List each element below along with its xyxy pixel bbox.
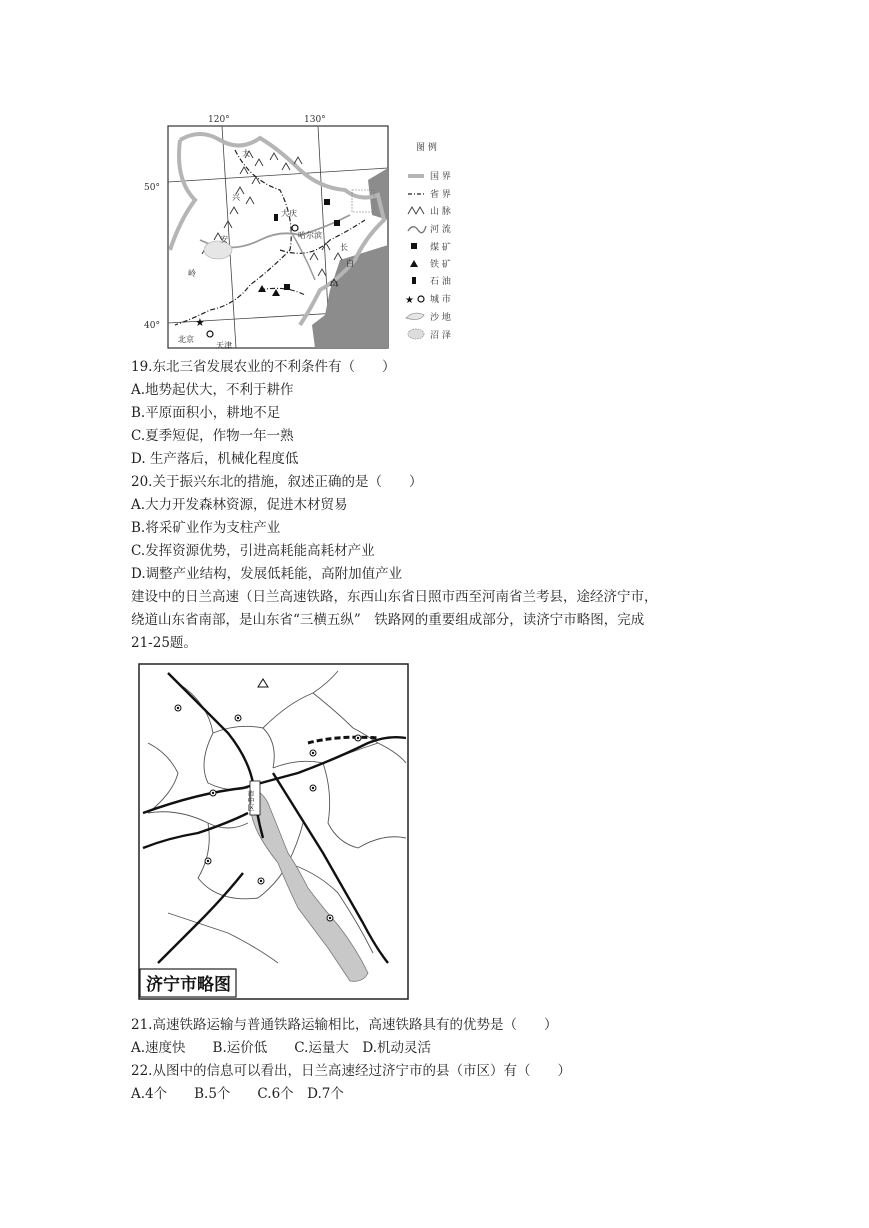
legend-title: 图 例: [416, 143, 437, 153]
svg-text:石 油: 石 油: [430, 277, 451, 287]
svg-text:城 市: 城 市: [430, 295, 451, 305]
lat-label-50: 50°: [144, 183, 160, 193]
q20-stem: 20.关于振兴东北的措施，叙述正确的是（ ）: [131, 474, 423, 490]
oil-legend-icon: [412, 277, 416, 284]
q19-option-a: A.地势起伏大，不利于耕作: [131, 382, 294, 398]
svg-text:煤 矿: 煤 矿: [430, 243, 451, 253]
river-legend-icon: [408, 226, 426, 233]
svg-text:山 脉: 山 脉: [430, 207, 451, 217]
beijing-star-icon: ★: [195, 316, 205, 329]
iron-legend-icon: [410, 260, 418, 267]
svg-text:沙 地: 沙 地: [430, 313, 451, 323]
oil-field-marker: [274, 214, 278, 221]
coal-legend-icon: [411, 243, 417, 249]
passage-line-2: 绕道山东省南部，是山东省“三横五纵” 铁路网的重要组成部分，读济宁市略图，完成: [131, 612, 645, 628]
coal-mine-marker: [324, 199, 330, 205]
lon-label-120: 120°: [208, 115, 230, 125]
svg-text:安: 安: [220, 235, 228, 244]
tianjin-label: 天津: [216, 341, 232, 350]
svg-text:沼 泽: 沼 泽: [430, 331, 451, 341]
district-label: 市中区: [247, 790, 255, 811]
passage-line-3: 21-25题。: [131, 635, 197, 651]
q20-option-a: A.大力开发森林资源，促进木材贸易: [131, 497, 348, 513]
svg-text:大: 大: [242, 149, 250, 158]
jining-map-figure: [138, 663, 410, 1001]
svg-text:河 流: 河 流: [430, 225, 451, 235]
passage-line-1: 建设中的日兰高速（日兰高速铁路，东西山东省日照市西至河南省兰考县，途经济宁市，: [131, 589, 658, 605]
q20-option-b: B.将采矿业作为支柱产业: [131, 520, 281, 536]
svg-text:兴: 兴: [232, 193, 240, 202]
q19-option-b: B.平原面积小，耕地不足: [131, 405, 281, 421]
svg-text:山: 山: [330, 279, 338, 288]
coal-mine-marker: [284, 284, 290, 290]
map-legend: [405, 141, 451, 341]
daqing-label: 大庆: [281, 209, 297, 218]
q20-option-c: C.发挥资源优势，引进高耗能高耗材产业: [131, 543, 375, 559]
mountain-legend-icon: [408, 207, 424, 214]
svg-text:省 界: 省 界: [430, 190, 451, 200]
svg-text:铁 矿: 铁 矿: [430, 260, 451, 270]
svg-text:白: 白: [346, 259, 354, 268]
svg-text:国 界: 国 界: [430, 172, 451, 182]
q19-option-c: C.夏季短促，作物一年一熟: [131, 428, 294, 444]
northeast-china-map-figure: [140, 110, 480, 350]
q19-option-d: D. 生产落后，机械化程度低: [131, 451, 299, 467]
q20-option-d: D.调整产业结构，发展低耗能，高附加值产业: [131, 566, 403, 582]
svg-text:长: 长: [340, 243, 348, 252]
coal-mine-marker: [334, 220, 340, 226]
northeast-china-map: [140, 110, 480, 350]
jining-map-caption: 济宁市略图: [146, 975, 231, 995]
svg-text:岭: 岭: [188, 269, 196, 278]
q21-stem: 21.高速铁路运输与普通铁路运输相比，高速铁路具有的优势是（ ）: [131, 1017, 558, 1033]
lon-label-130: 130°: [304, 115, 326, 125]
lat-label-40: 40°: [144, 321, 160, 331]
desert-legend-icon: [406, 313, 424, 319]
jining-map: [138, 663, 410, 1001]
q22-options: A.4个 B.5个 C.6个 D.7个: [131, 1086, 344, 1102]
beijing-label: 北京: [178, 335, 194, 344]
q19-stem: 19.东北三省发展农业的不利条件有（ ）: [131, 359, 396, 375]
haerbin-label: 哈尔滨: [298, 231, 322, 240]
swamp-legend-icon: [408, 329, 424, 339]
q21-options: A.速度快 B.运价低 C.运量大 D.机动灵活: [131, 1040, 432, 1056]
q22-stem: 22.从图中的信息可以看出，日兰高速经过济宁市的县（市区）有（ ）: [131, 1063, 571, 1079]
city-star-legend-icon: ★: [405, 295, 414, 306]
